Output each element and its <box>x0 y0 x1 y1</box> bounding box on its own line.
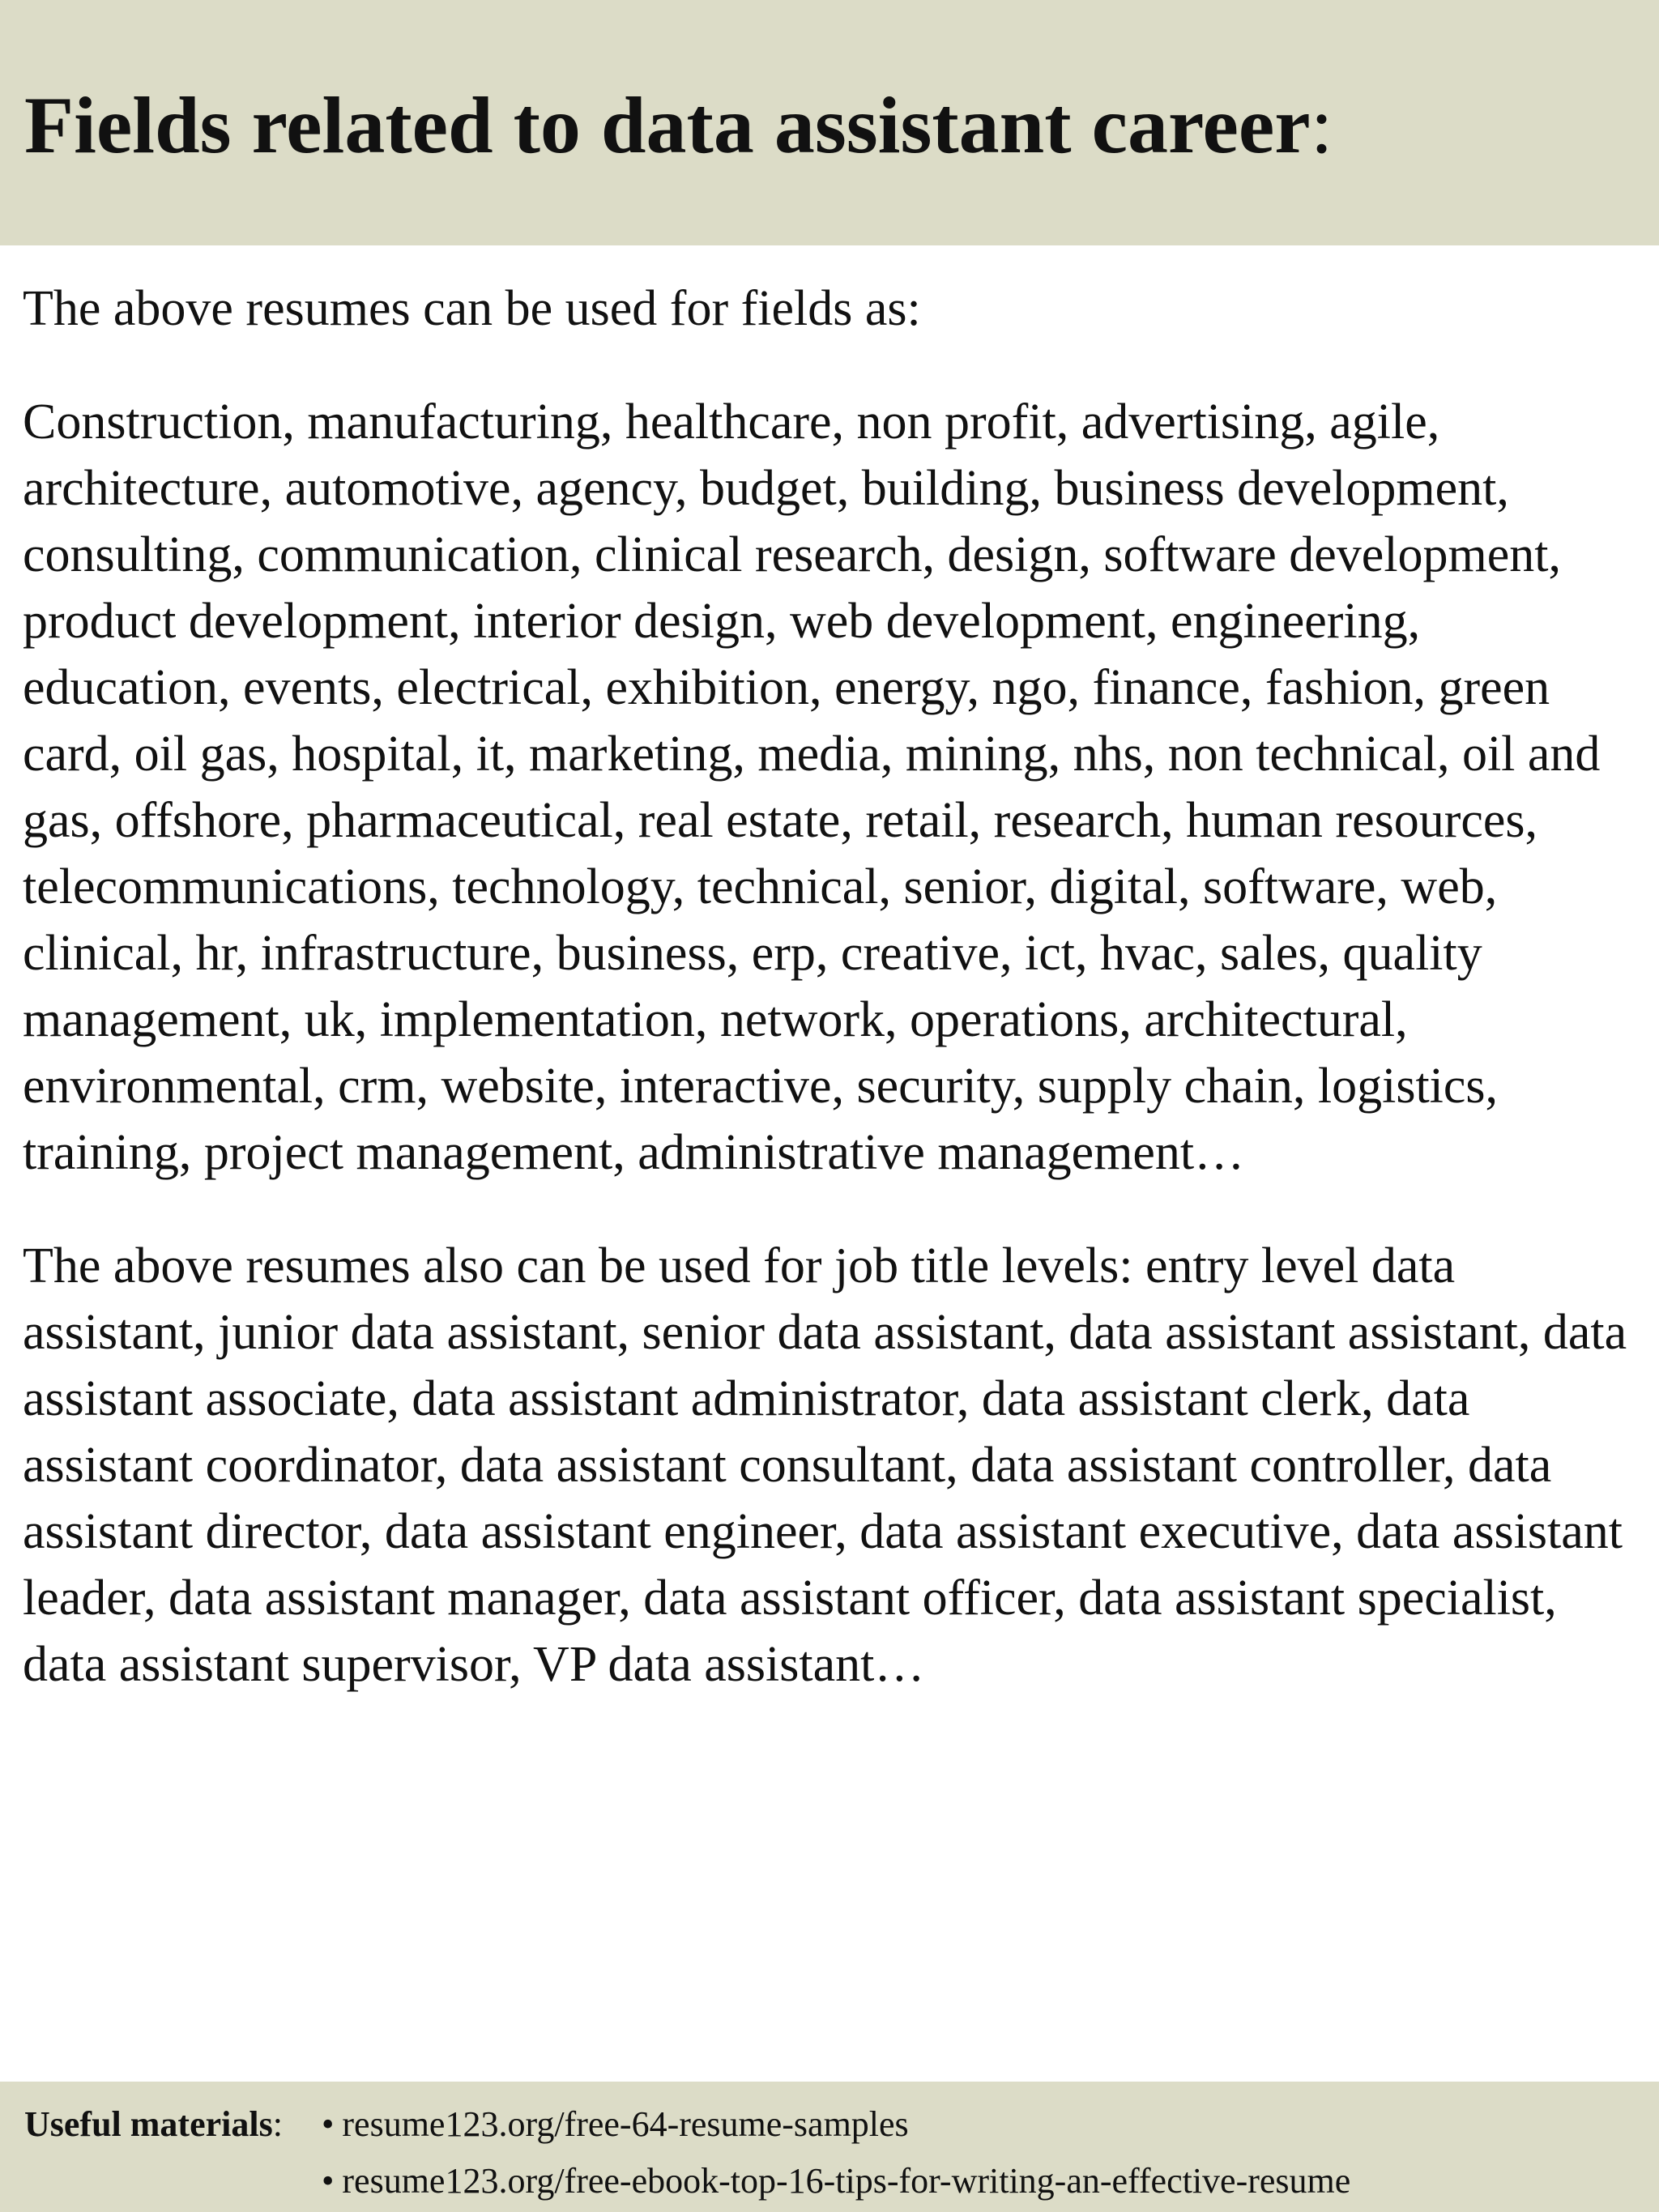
page-title <box>24 77 1333 174</box>
bullet-icon: • <box>322 2161 335 2201</box>
page-title-colon: : <box>1310 80 1333 170</box>
bullet-icon: • <box>322 2104 335 2144</box>
useful-material-link[interactable]: resume123.org/free-ebook-top-16-tips-for-writing-an-effective-resume <box>342 2161 1351 2201</box>
intro-paragraph: The above resumes can be used for fields as: <box>23 281 921 336</box>
job-levels-paragraph: The above resumes also can be used for job title levels: entry level data assistant, junior data assistant, senior data assistant, data assistant assistant, data assistant associate, data assistant administrator, data assistant clerk, data assistant coordinator, data assistant consultant, data assistant controller, data assistant director, data assistant engineer, data assistant executive, data assistant leader, data assistant manager, data assistant officer, data assistant specialist, data assistant supervisor, VP data assistant… <box>23 1238 1627 1692</box>
useful-materials-list <box>322 2096 1350 2210</box>
useful-materials-label <box>24 2096 283 2153</box>
fields-paragraph: Construction, manufacturing, healthcare, non profit, advertising, agile, architecture, automotive, agency, budget, building, business development, consulting, communication, clinical research, design, software development, product development, interior design, web development, engineering, education, events, electrical, exhibition, energy, ngo, finance, fashion, green card, oil gas, hospital, it, marketing, media, mining, nhs, non technical, oil and gas, offshore, pharmaceutical, real estate, retail, research, human resources, telecommunications, technology, technical, senior, digital, software, web, clinical, hr, infrastructure, business, erp, creative, ict, hvac, sales, quality management, uk, implementation, network, operations, architectural, environmental, crm, website, interactive, security, supply chain, logistics, training, project management, administrative management… <box>23 394 1601 1180</box>
page-title-text: Fields related to data assistant career <box>24 80 1311 170</box>
useful-materials-label-colon: : <box>272 2104 283 2144</box>
useful-material-link[interactable]: resume123.org/free-64-resume-samples <box>342 2104 909 2144</box>
useful-materials-label-text: Useful materials <box>24 2104 273 2144</box>
content-body <box>23 275 1639 1745</box>
useful-material-item <box>322 2153 1350 2210</box>
useful-material-item <box>322 2096 1350 2153</box>
